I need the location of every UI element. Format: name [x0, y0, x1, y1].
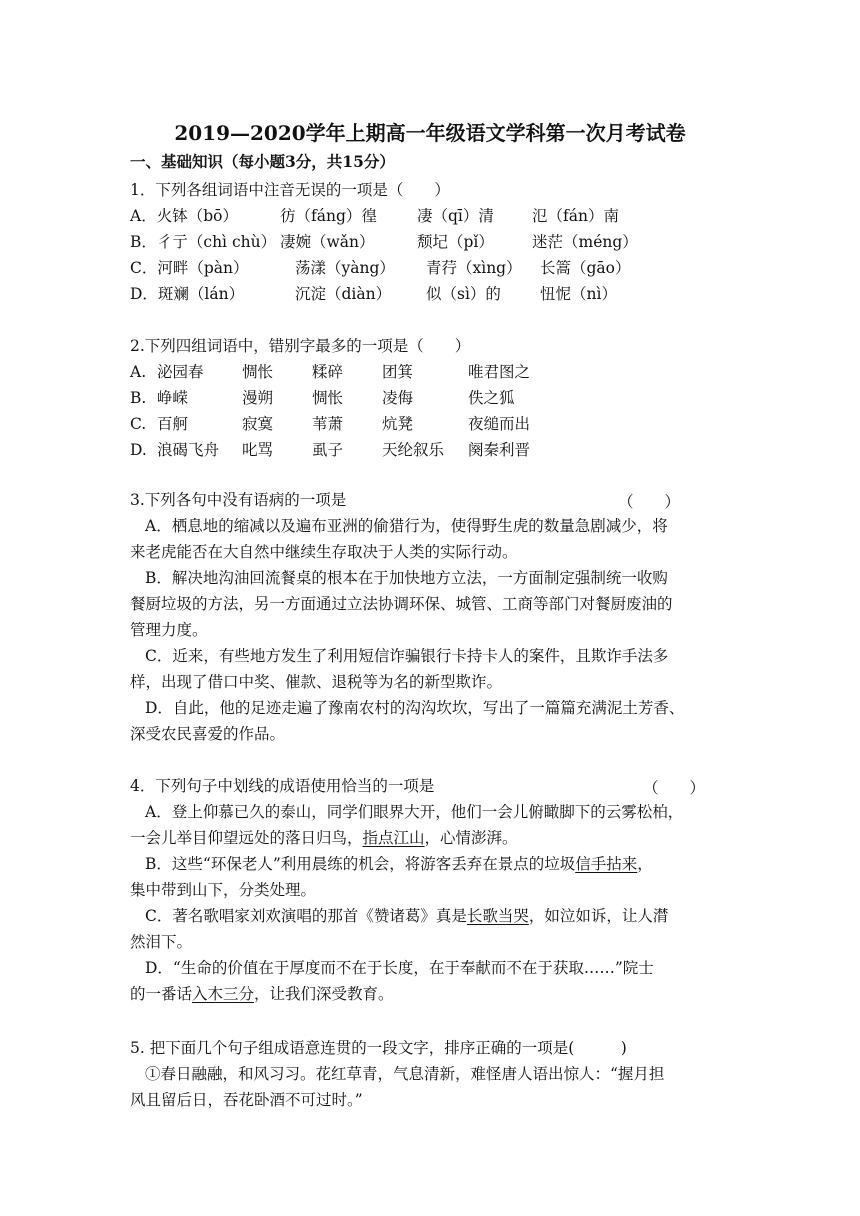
- q2-b-2: 漫朔: [242, 389, 274, 407]
- q1-d-1: D．斑斓（lán）: [130, 285, 245, 303]
- q3-d-line2: 深受农民喜爱的作品。: [130, 725, 286, 743]
- q4-a-text: 一会儿举目仰望远处的落日归鸟，: [130, 829, 363, 847]
- q2-a-4: 团箕: [382, 363, 414, 381]
- q4-d-line2: [130, 984, 394, 1004]
- q1-c-2: 荡漾（yàng）: [295, 259, 395, 277]
- q4-c-text-end: ，如泣如诉，让人潸: [528, 907, 669, 925]
- q2-b-4: 凌侮: [382, 389, 414, 407]
- q3-c-line1: C．近来，有些地方发生了利用短信诈骗银行卡持卡人的案件，且欺诈手法多: [145, 647, 669, 665]
- q1-d-3: 似（sì）的: [426, 285, 501, 303]
- q4-b-text: B．这些“环保老人”利用晨练的机会，将游客丢弃在景点的垃圾: [145, 855, 576, 873]
- q1-option-c: [130, 258, 631, 278]
- q2-option-a: [130, 362, 530, 382]
- q1-option-b: [130, 232, 638, 252]
- q3-b-line2: 餐厨垃圾的方法，另一方面通过立法协调环保、城管、工商等部门对餐厨废油的: [130, 595, 673, 613]
- q1-b-4: 迷茫（méng）: [532, 233, 638, 251]
- q1-a-4: 氾（fán）南: [532, 207, 619, 225]
- q4-c-underlined-idiom: 长歌当哭: [466, 907, 529, 925]
- q2-d-2: 叱骂: [242, 441, 274, 459]
- q2-d-3: 虱子: [312, 441, 344, 459]
- q4-b-line1: [145, 854, 653, 874]
- q2-b-label: B.: [130, 389, 147, 407]
- q2-d-4: 天纶叙乐: [382, 441, 445, 459]
- q2-b-1: 峥嵘: [157, 389, 189, 407]
- q2-d-1: 浪碣飞舟: [157, 441, 220, 459]
- q2-option-d: [130, 440, 530, 460]
- q2-b-5: 佚之狐: [468, 389, 515, 407]
- q3-answer-paren: （ ）: [618, 493, 681, 511]
- q3-b-line3: 管理力度。: [130, 621, 208, 639]
- q3-d-line1: D．自此，他的足迹走遍了豫南农村的沟沟坎坎，写出了一篇篇充满泥土芳香、: [145, 699, 685, 717]
- q3-stem: 3.下列各句中没有语病的一项是: [130, 491, 347, 509]
- q4-answer-paren: （ ）: [643, 779, 706, 797]
- q4-a-line1: A．登上仰慕已久的泰山，同学们眼界大开，他们一会儿俯瞰脚下的云雾松柏，: [145, 803, 684, 821]
- q3-a-line1: A．栖息地的缩减以及遍布亚洲的偷猎行为，使得野生虎的数量急剧减少，将: [145, 517, 668, 535]
- q4-a-text-end: ，心情澎湃。: [424, 829, 518, 847]
- q3-c-line2: 样，出现了借口中奖、催款、退税等为名的新型欺诈。: [130, 673, 503, 691]
- q2-a-label: A.: [130, 363, 147, 381]
- q2-option-b: [130, 388, 515, 408]
- q4-a-line2: [130, 828, 518, 848]
- q4-stem: 4．下列句子中划线的成语使用恰当的一项是: [130, 777, 435, 795]
- q4-d-text-end: ，让我们深受教育。: [254, 985, 394, 1003]
- q3-b-line1: B．解决地沟油回流餐桌的根本在于加快地方立法，一方面制定强制统一收购: [145, 569, 668, 587]
- q1-d-4: 忸怩（nì）: [540, 285, 617, 303]
- q2-stem: 2.下列四组词语中，错别字最多的一项是（ ）: [130, 337, 471, 355]
- q4-b-line2: 集中带到山下，分类处理。: [130, 881, 317, 899]
- q4-d-underlined-idiom: 入木三分: [192, 985, 255, 1003]
- q1-a-1: A．火钵（bō）: [130, 207, 238, 225]
- q4-b-text-end: ，: [637, 855, 653, 873]
- q2-c-4: 炕凳: [382, 415, 414, 433]
- q2-d-5: 阕秦利晋: [468, 441, 531, 459]
- q2-b-3: 惆怅: [312, 389, 344, 407]
- q1-a-2: 彷（fáng）徨: [280, 207, 377, 225]
- q2-c-3: 苇萧: [312, 415, 344, 433]
- q2-c-1: 百舸: [157, 415, 189, 433]
- q1-option-a: [130, 206, 619, 226]
- q2-c-2: 寂寞: [242, 415, 274, 433]
- q5-line2: 风且留后日，吞花卧酒不可过时。”: [130, 1091, 363, 1109]
- q4-c-line2: 然泪下。: [130, 933, 193, 951]
- q5-line1: ①春日融融，和风习习。花红草青，气息清新，难怪唐人语出惊人：“握月担: [145, 1065, 665, 1083]
- q4-c-text: C．著名歌唱家刘欢演唱的那首《赞诸葛》真是: [145, 907, 467, 925]
- q2-c-5: 夜缒而出: [468, 415, 531, 433]
- q1-b-1: B．彳亍（chì chù）: [130, 233, 277, 251]
- q1-b-2: 凄婉（wǎn）: [280, 233, 375, 251]
- q1-b-3: 颓圮（pǐ）: [417, 233, 494, 251]
- q1-c-1: C．河畔（pàn）: [130, 259, 249, 277]
- q4-a-underlined-idiom: 指点江山: [362, 829, 425, 847]
- q2-a-1: 泌园春: [157, 363, 204, 381]
- q2-a-2: 惆怅: [242, 363, 274, 381]
- section-heading: 一、基础知识（每小题3分，共15分）: [130, 152, 395, 171]
- q4-c-line1: [145, 906, 668, 926]
- q1-c-4: 长篙（gāo）: [540, 259, 631, 277]
- page-title: 2019—2020学年上期高一年级语文学科第一次月考试卷: [174, 121, 686, 145]
- q2-d-label: D.: [130, 441, 147, 459]
- q4-b-underlined-idiom: 信手拈来: [575, 855, 638, 873]
- q4-d-text: 的一番话: [130, 985, 193, 1003]
- q2-a-3: 糅碎: [312, 363, 344, 381]
- q1-c-3: 青荇（xìng）: [426, 259, 522, 277]
- q1-stem: 1．下列各组词语中注音无误的一项是（ ）: [130, 181, 450, 199]
- q1-option-d: [130, 284, 617, 304]
- q3-a-line2: 来老虎能否在大自然中继续生存取决于人类的实际行动。: [130, 543, 518, 561]
- q1-d-2: 沉淀（diàn）: [295, 285, 392, 303]
- q4-d-line1: D．“生命的价值在于厚度而不在于长度，在于奉献而不在于获取……”院士: [145, 959, 654, 977]
- q2-option-c: [130, 414, 530, 434]
- q2-a-5: 唯君图之: [468, 363, 531, 381]
- q5-stem: 5. 把下面几个句子组成语意连贯的一段文字，排序正确的一项是( ): [130, 1039, 627, 1057]
- q1-a-3: 凄（qī）清: [417, 207, 494, 225]
- q2-c-label: C.: [130, 415, 147, 433]
